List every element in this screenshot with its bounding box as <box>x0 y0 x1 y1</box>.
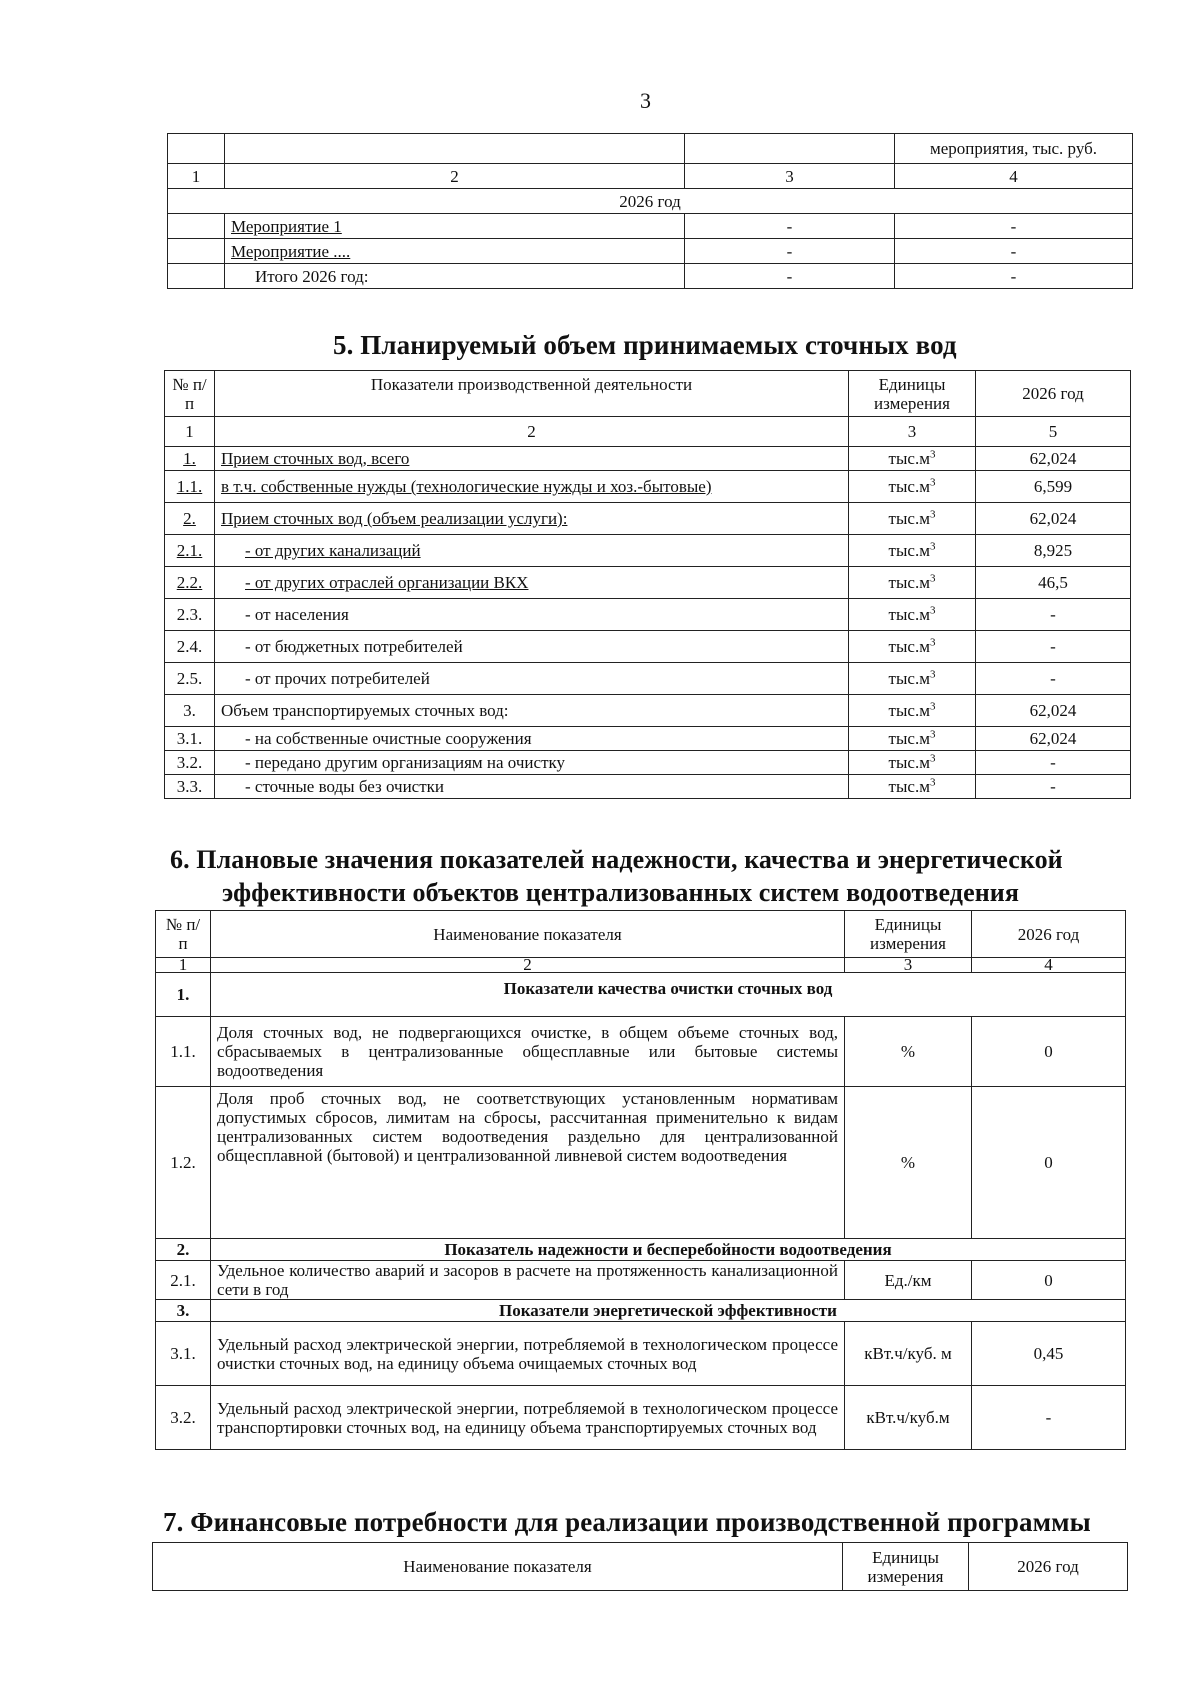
row-name: - от других канализаций <box>215 535 849 567</box>
row-unit: $тыс.м^3$ <box>849 631 976 663</box>
row-num: 2.5. <box>165 663 215 695</box>
row-unit: $тыс.м^3$ <box>849 775 976 799</box>
group-row <box>156 1239 1126 1261</box>
table-row <box>156 1087 1126 1239</box>
table-row <box>156 1261 1126 1300</box>
page-number: 3 <box>640 88 651 113</box>
table-row <box>165 695 1131 727</box>
column-number: 1 <box>168 164 225 189</box>
row-num: 1.1. <box>165 471 215 503</box>
row-unit: кВт.ч/куб.м <box>845 1386 972 1450</box>
group-row <box>156 1300 1126 1322</box>
group-num: 1. <box>156 973 211 1017</box>
row-unit: кВт.ч/куб. м <box>845 1322 972 1386</box>
column-number: 1 <box>165 417 215 447</box>
row-value: - <box>976 775 1131 799</box>
row-unit: $тыс.м^3$ <box>849 535 976 567</box>
row-name: в т.ч. собственные нужды (технологические нужды и хоз.-бытовые) <box>215 471 849 503</box>
header-indicator: Наименование показателя <box>211 911 845 958</box>
table-row <box>165 535 1131 567</box>
row-unit: $тыс.м^3$ <box>849 663 976 695</box>
row-num: 1. <box>165 447 215 471</box>
row-num: 1.1. <box>156 1017 211 1087</box>
row-value: 62,024 <box>976 447 1131 471</box>
row-value: - <box>972 1386 1126 1450</box>
year-row: 2026 год <box>168 189 1133 214</box>
row-name: - от прочих потребителей <box>215 663 849 695</box>
row-unit: $тыс.м^3$ <box>849 751 976 775</box>
row-value: - <box>976 599 1131 631</box>
row-num: 2. <box>165 503 215 535</box>
row-value: 46,5 <box>976 567 1131 599</box>
header-num: № п/п <box>156 911 211 958</box>
table-row <box>165 447 1131 471</box>
row-value: 0 <box>972 1017 1126 1087</box>
column-number: 3 <box>685 164 895 189</box>
section-7-table <box>152 1542 1128 1591</box>
column-number: 4 <box>895 164 1133 189</box>
row-unit: % <box>845 1017 972 1087</box>
header-unit: Единицы измерения <box>843 1543 969 1591</box>
row-unit: $тыс.м^3$ <box>849 599 976 631</box>
header-year: 2026 год <box>976 371 1131 417</box>
row-value: 0 <box>972 1261 1126 1300</box>
row-unit: $тыс.м^3$ <box>849 447 976 471</box>
header-cell-2 <box>225 134 685 164</box>
table-row <box>165 727 1131 751</box>
row-name: Удельное количество аварий и засоров в расчете на протяженность канализационной сети в год <box>211 1261 845 1300</box>
column-number: 4 <box>972 958 1126 973</box>
header-year: 2026 год <box>972 911 1126 958</box>
row-name: Удельный расход электрической энергии, потребляемой в технологическом процессе очистки сточных вод, на единицу объема очищаемых сточных вод <box>211 1322 845 1386</box>
row-unit: $тыс.м^3$ <box>849 727 976 751</box>
row-value: - <box>976 631 1131 663</box>
row-name: - от населения <box>215 599 849 631</box>
section-6-title-line-1: 6. Плановые значения показателей надежности, качества и энергетической <box>170 845 1063 874</box>
row-name: - от других отраслей организации ВКХ <box>215 567 849 599</box>
header-unit: Единицы измерения <box>845 911 972 958</box>
table-row <box>165 599 1131 631</box>
header-cell-3 <box>685 134 895 164</box>
row-num: 3.2. <box>156 1386 211 1450</box>
table-row <box>168 239 1133 264</box>
row-value: 62,024 <box>976 503 1131 535</box>
row-num: 2.3. <box>165 599 215 631</box>
group-num: 2. <box>156 1239 211 1261</box>
group-title: Показатели энергетической эффективности <box>211 1300 1126 1322</box>
header-indicator: Наименование показателя <box>153 1543 843 1591</box>
table-row <box>156 1322 1126 1386</box>
group-row <box>156 973 1126 1017</box>
table-4-continuation <box>167 133 1133 289</box>
cell-value: - <box>685 264 895 289</box>
header-unit: Единицы измерения <box>849 371 976 417</box>
row-name: Удельный расход электрической энергии, потребляемой в технологическом процессе транспортировки сточных вод, на единицу объема транспортируемых сточных вод <box>211 1386 845 1450</box>
cell-value: - <box>895 214 1133 239</box>
row-unit: $тыс.м^3$ <box>849 695 976 727</box>
row-num: 2.4. <box>165 631 215 663</box>
section-5-title: 5. Планируемый объем принимаемых сточных вод <box>333 330 957 360</box>
cell-value: - <box>895 264 1133 289</box>
cell-value: - <box>685 239 895 264</box>
table-row <box>168 264 1133 289</box>
row-value: 8,925 <box>976 535 1131 567</box>
row-name: - от бюджетных потребителей <box>215 631 849 663</box>
row-value: - <box>976 663 1131 695</box>
cell-value: - <box>685 214 895 239</box>
row-unit: $тыс.м^3$ <box>849 567 976 599</box>
row-name: Прием сточных вод (объем реализации услуги): <box>215 503 849 535</box>
row-value: 0 <box>972 1087 1126 1239</box>
table-row <box>165 775 1131 799</box>
row-unit: Ед./км <box>845 1261 972 1300</box>
row-unit: $тыс.м^3$ <box>849 503 976 535</box>
group-title: Показатели качества очистки сточных вод <box>211 973 1126 1017</box>
table-row <box>165 471 1131 503</box>
table-row <box>165 567 1131 599</box>
column-number: 2 <box>225 164 685 189</box>
section-6-table <box>155 910 1126 1450</box>
row-num: 2.2. <box>165 567 215 599</box>
row-num: 2.1. <box>156 1261 211 1300</box>
column-number: 3 <box>849 417 976 447</box>
row-num: 1.2. <box>156 1087 211 1239</box>
table-row <box>156 1017 1126 1087</box>
row-num: 3.2. <box>165 751 215 775</box>
row-value: 62,024 <box>976 727 1131 751</box>
row-name: Объем транспортируемых сточных вод: <box>215 695 849 727</box>
table-row <box>168 214 1133 239</box>
header-cell-4: мероприятия, тыс. руб. <box>895 134 1133 164</box>
column-number: 3 <box>845 958 972 973</box>
row-name: - передано другим организациям на очистку <box>215 751 849 775</box>
row-value: 0,45 <box>972 1322 1126 1386</box>
total-label: Итого 2026 год: <box>225 264 685 289</box>
row-name: - сточные воды без очистки <box>215 775 849 799</box>
row-name: Доля сточных вод, не подвергающихся очистке, в общем объеме сточных вод, сбрасываемых в централизованные общесплавные или бытовые системы водоотведения <box>211 1017 845 1087</box>
group-title: Показатель надежности и бесперебойности водоотведения <box>211 1239 1126 1261</box>
row-value: 6,599 <box>976 471 1131 503</box>
event-name: Мероприятие 1 <box>225 214 685 239</box>
column-number: 2 <box>215 417 849 447</box>
header-cell-1 <box>168 134 225 164</box>
row-name: Прием сточных вод, всего <box>215 447 849 471</box>
row-num: 3.3. <box>165 775 215 799</box>
row-unit: % <box>845 1087 972 1239</box>
table-row <box>156 1386 1126 1450</box>
section-6-title-line-2: эффективности объектов централизованных систем водоотведения <box>222 878 1020 907</box>
column-number: 2 <box>211 958 845 973</box>
header-indicator: Показатели производственной деятельности <box>215 371 849 417</box>
event-name: Мероприятие .... <box>225 239 685 264</box>
row-num: 3.1. <box>165 727 215 751</box>
column-number: 1 <box>156 958 211 973</box>
table-row <box>165 631 1131 663</box>
cell-value: - <box>895 239 1133 264</box>
row-value: - <box>976 751 1131 775</box>
section-7-title: 7. Финансовые потребности для реализации производственной программы <box>163 1507 1091 1537</box>
row-name: - на собственные очистные сооружения <box>215 727 849 751</box>
row-num: 2.1. <box>165 535 215 567</box>
group-num: 3. <box>156 1300 211 1322</box>
column-number: 5 <box>976 417 1131 447</box>
row-value: 62,024 <box>976 695 1131 727</box>
header-num: № п/п <box>165 371 215 417</box>
row-num: 3.1. <box>156 1322 211 1386</box>
row-name: Доля проб сточных вод, не соответствующих установленным нормативам допустимых сбросов, лимитам на сбросы, рассчитанная применительно к видам централизованных систем водоотведения раздельно для централизованной общесплавной (бытовой) и централизованной ливневой систем водоотведения <box>211 1087 845 1239</box>
row-unit: $тыс.м^3$ <box>849 471 976 503</box>
row-num: 3. <box>165 695 215 727</box>
header-year: 2026 год <box>969 1543 1128 1591</box>
table-row <box>165 751 1131 775</box>
section-5-table <box>164 370 1131 799</box>
table-row <box>165 663 1131 695</box>
table-row <box>165 503 1131 535</box>
